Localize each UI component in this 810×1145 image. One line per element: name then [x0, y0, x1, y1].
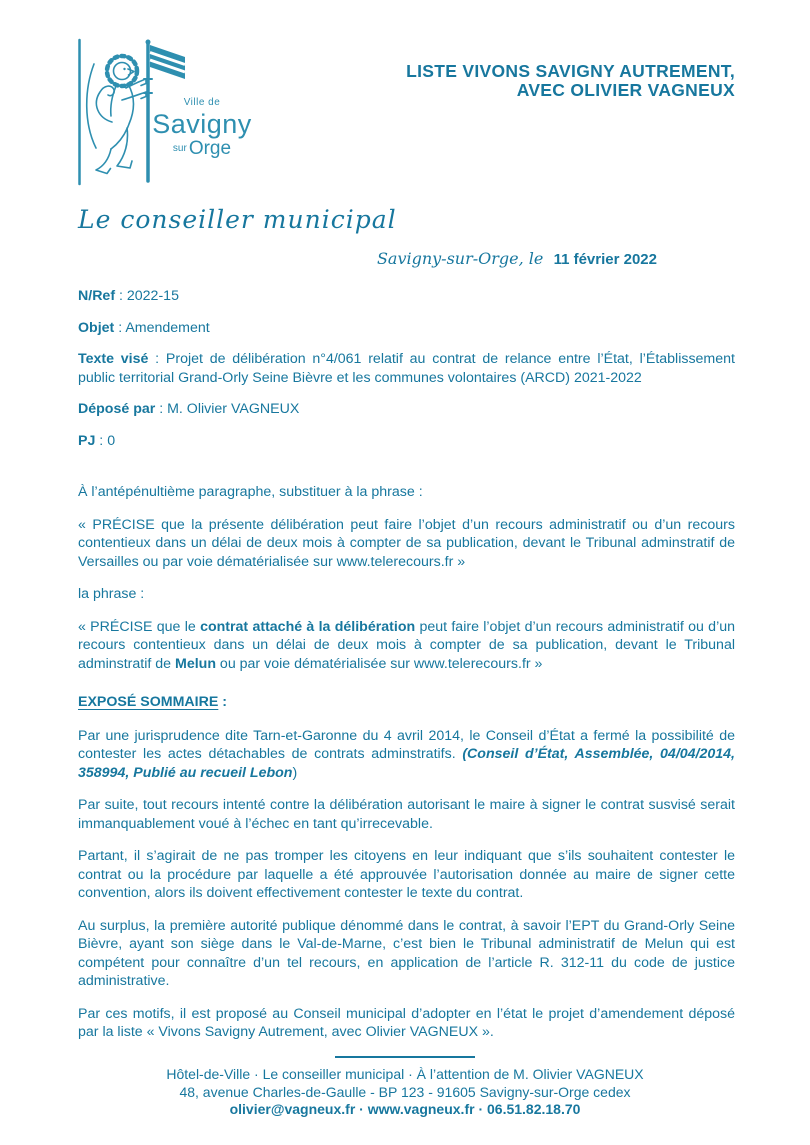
paragraph-quote-original: « PRÉCISE que la présente délibération peut faire l’objet d’un recours administratif ou d’un recours contentieux dans un délai de deux mois à compter de sa publication, devant le Tribunal adminstratif de Versailles ou par voie dématérialisée sur www.telerecours.fr »	[78, 516, 735, 570]
lion-hind-leg-1	[96, 149, 111, 174]
ref-value: 0	[107, 432, 116, 449]
paragraph-intro: À l’antépénultième paragraphe, substituer à la phrase :	[78, 484, 423, 500]
sender-title: Le conseiller municipal	[78, 205, 397, 234]
footer-divider	[335, 1056, 475, 1058]
reference-block	[78, 287, 735, 450]
ref-nref: N/Ref : 2022-15	[78, 288, 179, 304]
ref-label: N/Ref	[78, 288, 116, 304]
ref-texte-vise: Texte visé : Projet de délibération n°4/061 relatif au contrat de relance entre l’État, l’Établissement public territorial Grand-Orly Seine Bièvre et les communes volontaires (ARCD) 2021-2022	[78, 351, 735, 386]
expose-sommaire-heading: EXPOSÉ SOMMAIRE :	[78, 694, 227, 710]
dateline-place: Savigny-sur-Orge, le	[376, 249, 544, 268]
ref-depose-par: Déposé par : M. Olivier VAGNEUX	[78, 401, 300, 417]
dateline	[78, 249, 735, 270]
city-logo	[78, 38, 260, 188]
ref-value: Amendement	[125, 319, 210, 336]
paragraph-quote-replacement: « PRÉCISE que le contrat attaché à la délibération peut faire l’objet d’un recours administratif ou d’un recours contentieux dans un délai de deux mois à compter de sa publication, devant le Tribunal adminstratif de Melun ou par voie dématérialisée sur www.telerecours.fr »	[78, 618, 736, 672]
paragraph-par-ces-motifs: Par ces motifs, il est proposé au Conseil municipal d’adopter en l’état le projet d’amendement déposé par la liste « Vivons Savigny Autrement, avec Olivier VAGNEUX ».	[78, 1005, 735, 1040]
letter-body	[78, 483, 735, 1042]
pole-finial	[146, 40, 151, 45]
footer-contact-line: olivier@vagneux.fr · www.vagneux.fr · 06.51.82.18.70	[229, 1101, 581, 1117]
footer-address-line1: Hôtel-de-Ville · Le conseiller municipal · À l’attention de M. Olivier VAGNEUX	[166, 1066, 644, 1082]
ref-label: Texte visé	[78, 351, 149, 367]
ref-value: 2022-15	[126, 288, 179, 304]
logo-wordmark	[148, 98, 256, 162]
dateline-date: 11 février 2022	[553, 251, 657, 268]
ref-label: Objet	[78, 319, 115, 336]
ref-pj: PJ : 0	[78, 432, 116, 449]
logo-sur-orge: sur Orge	[172, 138, 232, 159]
footer-address-line2: 48, avenue Charles-de-Gaulle - BP 123 - 91605 Savigny-sur-Orge cedex	[179, 1083, 631, 1100]
logo-savigny: Savigny	[152, 109, 252, 139]
letter-content	[78, 205, 735, 1056]
ref-label: Déposé par	[78, 401, 156, 417]
lion-head	[114, 63, 131, 80]
lion-front-leg-2	[122, 92, 146, 100]
lion-eye	[123, 68, 125, 70]
list-title-line2: AVEC OLIVIER VAGNEUX	[516, 80, 735, 100]
ref-label: PJ	[78, 432, 96, 449]
paragraph-par-suite: Par suite, tout recours intenté contre la délibération autorisant le maire à signer le contrat susvisé serait immanquablement voué à l’échec en tant qu’irrecevable.	[78, 797, 735, 832]
flag	[150, 45, 185, 79]
ref-objet: Objet : Amendement	[78, 319, 210, 336]
list-title	[406, 62, 735, 100]
ref-value: M. Olivier VAGNEUX	[167, 401, 300, 417]
paragraph-partant: Partant, il s’agirait de ne pas tromper les citoyens en leur indiquant que s’ils souhaitent contester le contrat ou la procédure par laquelle a été approuvée l’autorisation donnée au maire de signer cette convention, alors ils doivent effectivement contester le texte du contrat.	[78, 848, 735, 901]
paragraph-au-surplus: Au surplus, la première autorité publique dénommé dans le contrat, à savoir l’EPT du Grand-Orly Seine Bièvre, ayant son siège dans le Val-de-Marne, c’est bien le Tribunal administratif de Melun qui est compétent pour connaître d’un tel recours, en application de l’article R. 312-11 du code de justice administrative.	[78, 917, 735, 989]
paragraph-jurisprudence: Par une jurisprudence dite Tarn-et-Garonne du 4 avril 2014, le Conseil d’État a fermé la possibilité de contester les actes détachables de contrats adminstratifs. (Conseil d’État, Assemblée, 04/04/2014, 358994, Publié au recueil Lebon)	[78, 727, 735, 781]
letter-footer	[0, 1056, 810, 1119]
ref-value: Projet de délibération n°4/061 relatif au contrat de relance entre l’État, l’Établissement public territorial Grand-Orly Seine Bièvre et les communes volontaires (ARCD) 2021-2022	[78, 351, 735, 386]
list-title-line1: LISTE VIVONS SAVIGNY AUTREMENT,	[406, 61, 735, 81]
paragraph-la-phrase: la phrase :	[78, 586, 145, 602]
logo-ville-de: Ville de	[183, 97, 221, 108]
